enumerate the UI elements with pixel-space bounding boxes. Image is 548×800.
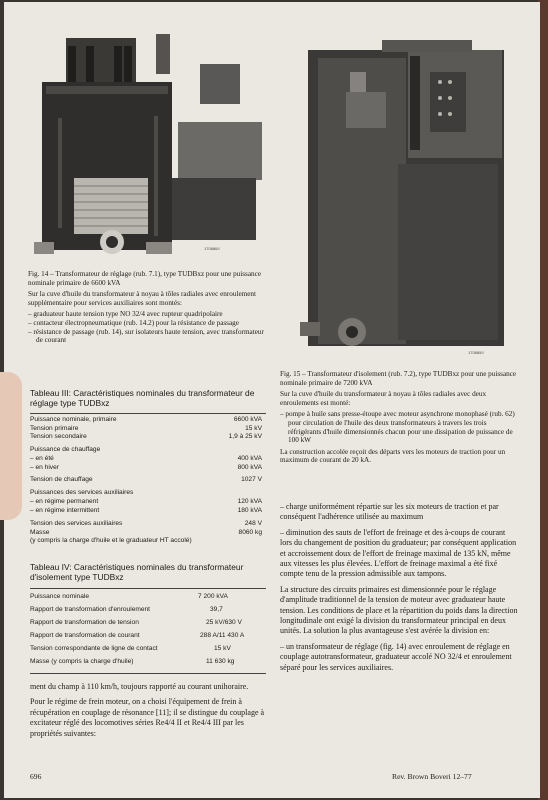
fig14-photo-number: 170886/I (204, 246, 220, 251)
table-row-label: Tension primaire (30, 424, 79, 432)
table-row-value: 25 kV/630 V (206, 619, 242, 626)
table-row-label: Tension secondaire (30, 433, 87, 440)
tableau4-title: Tableau IV: Caractéristiques nominales du transformateur d'isolement type TUDBxz (30, 562, 244, 582)
left-paragraph: ment du champ à 110 km/h, toujours rapporté au courant unihoraire. (30, 682, 249, 691)
isolation-transformer-image (290, 32, 512, 358)
fig15-photo-number: 170885/I (468, 350, 484, 355)
table-row-value: 288 A/11 430 A (200, 632, 245, 639)
document-page (4, 2, 540, 798)
tableau4-rule (30, 588, 266, 589)
table-row-value: 11 630 kg (206, 658, 235, 665)
fig14-caption-block (28, 270, 268, 348)
table-row-label: – en régime intermittent (30, 506, 100, 514)
table-row-value: 8060 kg (238, 528, 262, 536)
fig15-item: – pompe à huile sans presse-étoupe avec moteur asynchrone monophasé (rub. 62) pour circulation de l'huile des deux transformateurs à travers les trois réfrigérants d'huile dimensionnés chacun pour une dissipation de puissance de 100 kW (280, 410, 518, 444)
table-row-value: 400 kVA (237, 455, 262, 462)
table-row-label: – en hiver (30, 463, 59, 471)
tableau3-rule (30, 413, 266, 414)
tableau3-title: Tableau III: Caractéristiques nominales du transformateur de réglage type TUDBxz (30, 388, 255, 408)
tableau4-table (30, 593, 266, 671)
table-row-label: Tension des services auxiliaires (30, 520, 123, 527)
fig15-text: Sur la cuve d'huile du transformateur à noyau à tôles radiales avec deux enroulements est monté: (280, 390, 487, 407)
table-row-value: 248 V (244, 520, 262, 527)
table-row-label: Rapport de transformation de tension (30, 619, 139, 626)
table-row-value: 120 kVA (237, 498, 262, 505)
table-row-label: Puissances des services auxiliaires (30, 489, 134, 496)
journal-reference: Rev. Brown Boveri 12–77 (392, 772, 472, 781)
table-row-label: Rapport de transformation d'enroulement (30, 606, 151, 613)
left-body-text (30, 682, 268, 744)
tableau3-table (30, 416, 266, 546)
fig15-photo (290, 32, 512, 358)
fig15-caption-block (280, 370, 518, 468)
fig14-item: – graduateur haute tension type NO 32/4 avec rupteur quadripolaire (28, 310, 268, 319)
fig14-photo (28, 28, 262, 260)
thumb-over-page (0, 372, 22, 520)
table-row-label: (y compris la charge d'huile et le graduateur HT accolé) (30, 537, 192, 544)
table-row-value: 1,9 à 25 kV (228, 433, 262, 440)
right-list-item: – charge uniformément répartie sur les six moteurs de traction et par conséquent l'adhérence utilisée au maximum (280, 502, 499, 522)
fig14-item: – résistance de passage (rub. 14), sur isolateurs haute tension, avec transformateur de courant (28, 328, 268, 345)
left-paragraph: Pour le régime de frein moteur, on a choisi l'équipement de frein à récupération en couplage de résonance [11]; il se distingue du couplage à excitateur réglé des locomotives séries Re4/4 II et Re4/4 III par les propriétés suivantes: (30, 697, 265, 738)
page-number: 696 (30, 772, 42, 781)
table-row-value: 180 kVA (237, 506, 262, 514)
fig14-item: – contacteur électropneumatique (rub. 14.2) pour la résistance de passage (28, 319, 268, 328)
tableau4-bottom-rule (30, 673, 266, 674)
table-row-value: 7 200 kVA (198, 593, 228, 600)
table-row-label: Puissance de chauffage (30, 446, 101, 453)
right-body-text (280, 502, 518, 678)
transformer-photo-image (28, 28, 262, 260)
right-paragraph: La structure des circuits primaires est dimensionnée pour le réglage d'amplitude traditionnel de la tension de moteur avec graduateur haute tension. Les conditions de place et la répartition du poids dans la direction longitudinale ont exigé la division du transformateur principal en deux unités. La solution la plus avantageuse s'est avérée la division en: (280, 584, 518, 636)
table-row-label: Masse (y compris la charge d'huile) (30, 658, 134, 665)
table-row-label: Puissance nominale, primaire (30, 416, 117, 423)
right-list-item: – diminution des sauts de l'effort de freinage et des à-coups de courant lors du changement de position du graduateur; par conséquent application et accroissement doux de l'effort de freinage maximal de 135 kN, même aux vitesses les plus élevées. L'effort de freinage maximal a été fixé compte tenu de la pression admissible aux tampons. (280, 527, 517, 579)
table-row-label: Puissance nominale (30, 593, 90, 600)
table-row-value: 15 kV (245, 424, 262, 432)
fig15-caption: Fig. 15 – Transformateur d'isolement (rub. 7.2), type TUDBxz pour une puissance nominale primaire de 7200 kVA (280, 370, 517, 387)
fig15-text2: La construction accolée reçoit des départs vers les moteurs de traction pour un maximum de courant de 20 kA. (280, 447, 506, 465)
table-row-label: – en régime permanent (30, 498, 99, 505)
table-row-value: 800 kVA (237, 463, 262, 471)
right-list-item: – un transformateur de réglage (fig. 14) avec enroulement de réglage en couplage autotransformateur, graduateur accolé NO 32/4 et enroulement séparé pour les services auxiliaires. (280, 641, 512, 672)
table-row-label: – en été (30, 455, 54, 462)
table-row-label: Tension de chauffage (30, 476, 93, 483)
table-row-label: Rapport de transformation de courant (30, 632, 140, 639)
fig14-caption: Fig. 14 – Transformateur de réglage (rub. 7.1), type TUDBxz pour une puissance nominale primaire de 6600 kVA (28, 270, 262, 287)
table-row-value: 39,7 (210, 606, 223, 613)
table-row-label: Tension correspondante de ligne de contact (30, 645, 158, 652)
table-row-label: Masse (30, 528, 50, 536)
table-row-value: 6600 kVA (233, 416, 262, 423)
table-row-value: 1027 V (241, 476, 262, 483)
fig14-text: Sur la cuve d'huile du transformateur à noyau à tôles radiales avec enroulement supplémentaire pour services auxiliaires sont montés: (28, 290, 257, 307)
fig15-list (280, 410, 518, 444)
fig14-list (28, 310, 268, 344)
table-row-value: 15 kV (214, 645, 231, 652)
